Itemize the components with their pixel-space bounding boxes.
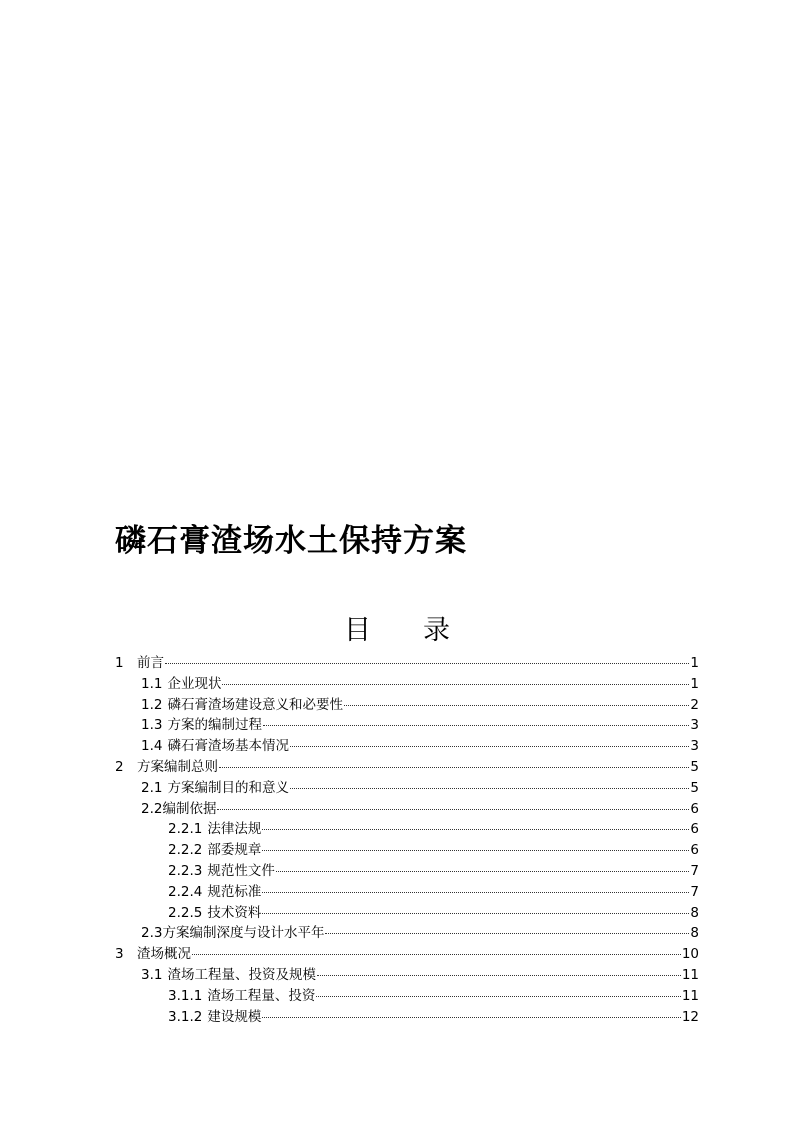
toc-entry-number: 2.2.1 <box>168 821 203 838</box>
toc-entry-label: 方案的编制过程 <box>167 717 262 734</box>
toc-dot-leader <box>344 705 689 706</box>
toc-entry[interactable] <box>112 715 699 736</box>
toc-entry-page: 7 <box>690 862 699 879</box>
toc-dot-leader <box>316 996 680 997</box>
toc-entry-label: 规范标准 <box>207 883 262 900</box>
toc-entry-number: 1.2 <box>141 696 163 713</box>
toc-heading <box>0 613 794 649</box>
toc-dot-leader <box>262 913 689 914</box>
toc-entry-number: 2.2 <box>141 800 163 817</box>
toc-entry-page: 3 <box>690 738 699 755</box>
toc-entry-number: 2.2.4 <box>168 883 203 900</box>
toc-entry-label: 渣场工程量、投资及规模 <box>167 966 316 983</box>
toc-dot-leader <box>217 809 689 810</box>
toc-entry-label: 方案编制目的和意义 <box>167 779 289 796</box>
document-title: 磷石膏渣场水土保持方案 <box>115 523 467 559</box>
toc-entry-page: 3 <box>690 717 699 734</box>
toc-entry-page: 5 <box>690 779 699 796</box>
toc-dot-leader <box>290 746 689 747</box>
toc-entry-label: 企业现状 <box>167 675 222 692</box>
toc-entry-number: 2.2.5 <box>168 904 203 921</box>
toc-dot-leader <box>262 892 689 893</box>
toc-entry-number: 3.1 <box>141 966 163 983</box>
toc-entry[interactable] <box>112 695 699 716</box>
toc-dot-leader <box>262 829 689 830</box>
toc-entry[interactable] <box>112 736 699 757</box>
toc-entry[interactable] <box>112 986 699 1007</box>
toc-entry-label: 渣场概况 <box>137 946 191 963</box>
toc-entry[interactable] <box>112 903 699 924</box>
toc-entry-label: 磷石膏渣场建设意义和必要性 <box>167 696 343 713</box>
toc-entry-number: 1 <box>115 655 124 671</box>
toc-entry[interactable] <box>112 778 699 799</box>
toc-entry-label: 方案编制总则 <box>137 758 218 775</box>
toc-entry[interactable] <box>112 944 699 965</box>
toc-dot-leader <box>262 850 689 851</box>
toc-dot-leader <box>192 954 681 955</box>
toc-entry[interactable] <box>112 840 699 861</box>
toc-entry-label: 建设规模 <box>207 1008 262 1025</box>
toc-entry[interactable] <box>112 923 699 944</box>
toc-entry[interactable] <box>112 965 699 986</box>
toc-entry[interactable] <box>112 674 699 695</box>
toc-entry-label: 编制依据 <box>162 800 217 817</box>
toc-entry[interactable] <box>112 757 699 778</box>
toc-entry-number: 2.2.2 <box>168 842 203 859</box>
toc-entry-label: 前言 <box>137 655 164 671</box>
toc-entry-page: 10 <box>681 946 699 963</box>
toc-dot-leader <box>165 663 689 664</box>
table-of-contents <box>112 653 699 1027</box>
toc-entry-page: 5 <box>690 758 699 775</box>
toc-entry-number: 1.1 <box>141 675 163 692</box>
toc-dot-leader <box>317 975 681 976</box>
toc-entry-page: 1 <box>690 655 699 671</box>
toc-entry-label: 渣场工程量、投资 <box>207 987 316 1004</box>
toc-entry-label: 规范性文件 <box>207 862 275 879</box>
toc-entry-number: 2.2.3 <box>168 862 203 879</box>
toc-heading-right: 录 <box>423 615 450 646</box>
toc-entry-label: 方案编制深度与设计水平年 <box>162 925 325 942</box>
toc-dot-leader <box>262 1017 680 1018</box>
toc-entry-label: 磷石膏渣场基本情况 <box>167 738 289 755</box>
toc-entry-number: 3 <box>115 946 124 963</box>
toc-dot-leader <box>325 933 689 934</box>
toc-entry[interactable] <box>112 882 699 903</box>
toc-entry[interactable] <box>112 1007 699 1028</box>
toc-entry-page: 6 <box>690 800 699 817</box>
toc-entry[interactable] <box>112 861 699 882</box>
toc-entry-page: 12 <box>681 1008 699 1025</box>
toc-entry-page: 11 <box>681 966 699 983</box>
toc-entry-page: 8 <box>690 904 699 921</box>
toc-entry-number: 3.1.1 <box>168 987 203 1004</box>
toc-entry-number: 1.3 <box>141 717 163 734</box>
toc-dot-leader <box>219 767 689 768</box>
toc-dot-leader <box>263 725 689 726</box>
toc-dot-leader <box>276 871 690 872</box>
toc-entry-label: 部委规章 <box>207 842 262 859</box>
toc-entry-number: 2.3 <box>141 925 163 942</box>
toc-dot-leader <box>222 684 689 685</box>
toc-entry-label: 技术资料 <box>207 904 262 921</box>
toc-entry-number: 2.1 <box>141 779 163 796</box>
toc-heading-left: 目 <box>344 615 371 646</box>
toc-entry[interactable] <box>112 653 699 674</box>
toc-entry-page: 11 <box>681 987 699 1004</box>
toc-entry[interactable] <box>112 819 699 840</box>
toc-entry-page: 7 <box>690 883 699 900</box>
toc-entry-page: 2 <box>690 696 699 713</box>
toc-entry-page: 1 <box>690 675 699 692</box>
toc-entry-number: 3.1.2 <box>168 1008 203 1025</box>
toc-entry-label: 法律法规 <box>207 821 262 838</box>
toc-entry-number: 2 <box>115 758 124 775</box>
toc-entry-page: 6 <box>690 842 699 859</box>
toc-dot-leader <box>290 788 689 789</box>
toc-entry-page: 8 <box>690 925 699 942</box>
toc-entry-number: 1.4 <box>141 738 163 755</box>
toc-entry-page: 6 <box>690 821 699 838</box>
toc-entry[interactable] <box>112 799 699 820</box>
